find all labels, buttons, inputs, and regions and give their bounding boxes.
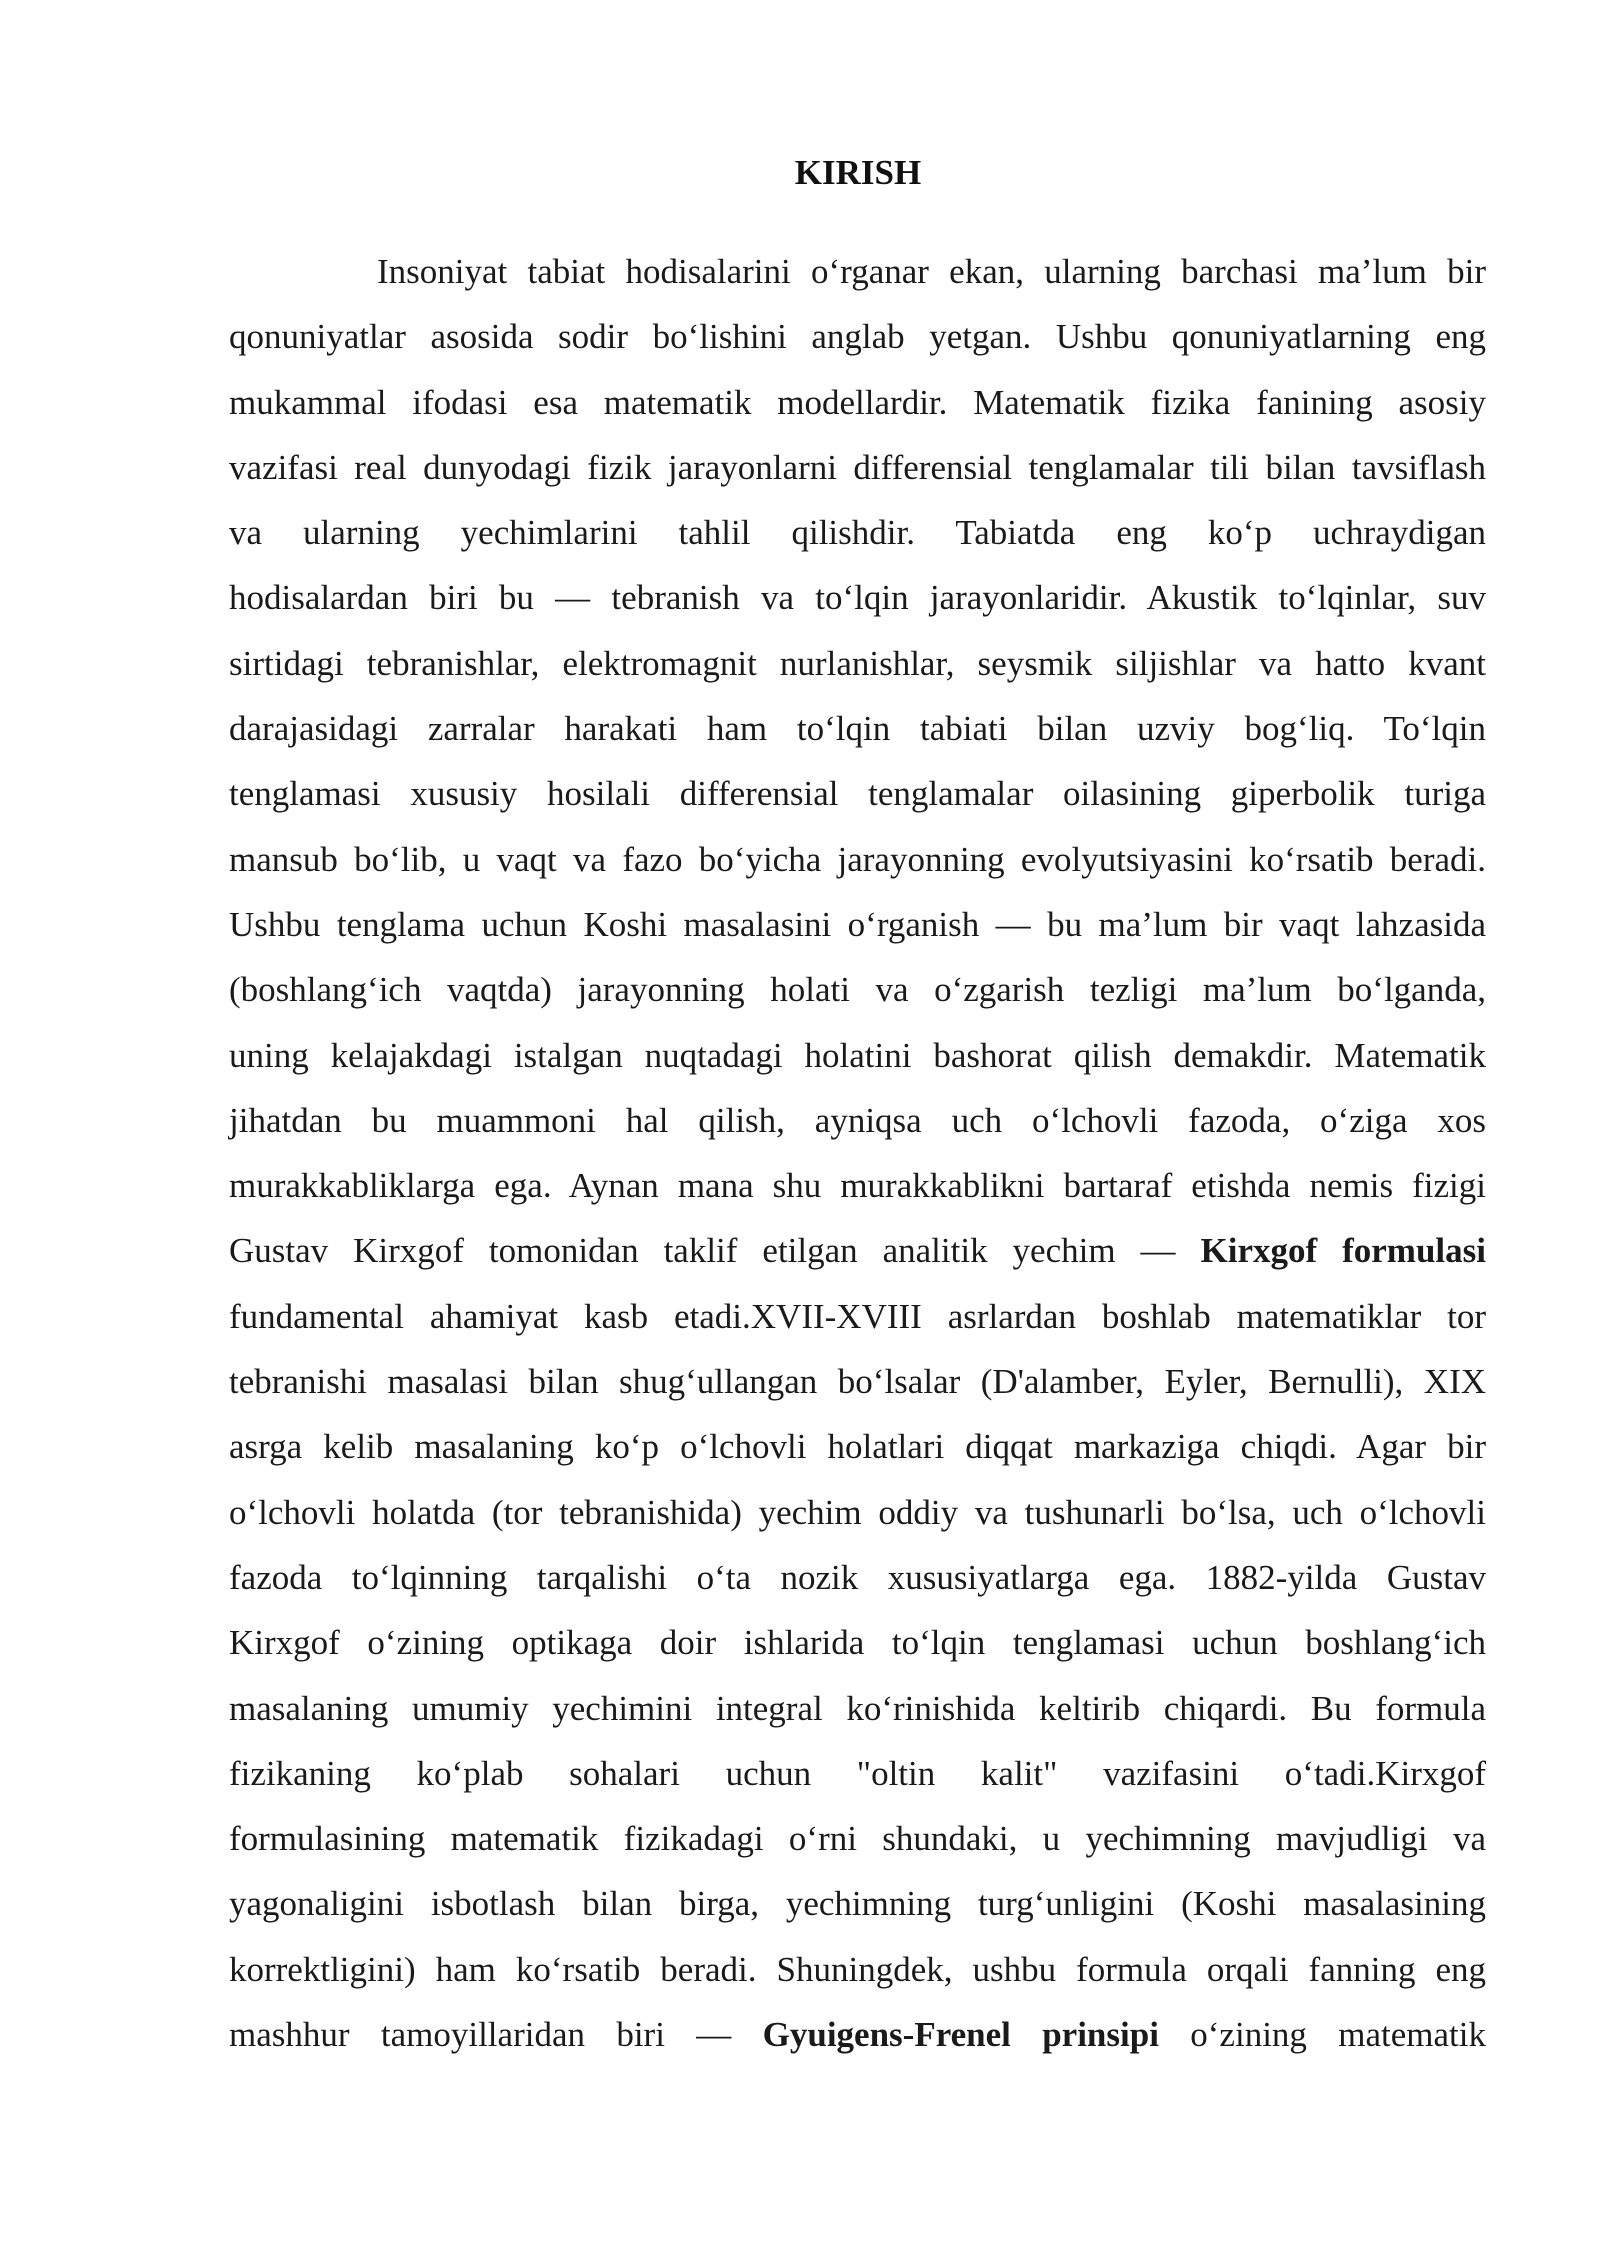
- page-title: KIRISH: [794, 153, 922, 192]
- text-line: [229, 1218, 1486, 1283]
- text-segment: (boshlang‘ich vaqtda) jarayonning holati va o‘zgarish tezligi ma’lum bo‘lganda,: [229, 970, 1486, 1010]
- body-text: [229, 239, 1486, 2067]
- text-line: [229, 957, 1486, 1022]
- text-line: [229, 761, 1486, 826]
- bold-term: Gyuigens-Frenel prinsipi: [762, 2015, 1159, 2055]
- text-segment: Kirxgof o‘zining optikaga doir ishlarida to‘lqin tenglamasi uchun boshlang‘ich: [229, 1623, 1486, 1663]
- text-line: [229, 1480, 1486, 1545]
- text-segment: hodisalardan biri bu — tebranish va to‘lqin jarayonlaridir. Akustik to‘lqinlar, suv: [229, 578, 1486, 618]
- text-line: [229, 1676, 1486, 1741]
- text-line: [229, 827, 1486, 892]
- text-line: [229, 1023, 1486, 1088]
- text-segment: mansub bo‘lib, u vaqt va fazo bo‘yicha jarayonning evolyutsiyasini ko‘rsatib beradi.: [229, 839, 1486, 879]
- text-line: [229, 1153, 1486, 1218]
- text-segment: mashhur tamoyillaridan biri —: [229, 2015, 763, 2055]
- text-line: [229, 1349, 1486, 1414]
- text-segment: darajasidagi zarralar harakati ham to‘lqin tabiati bilan uzviy bog‘liq. To‘lqin: [229, 709, 1486, 749]
- text-segment: korrektligini) ham ko‘rsatib beradi. Shuningdek, ushbu formula orqali fanning eng: [229, 1949, 1486, 1989]
- text-segment: Gustav Kirxgof tomonidan taklif etilgan analitik yechim —: [229, 1231, 1201, 1271]
- text-segment: fazoda to‘lqinning tarqalishi o‘ta nozik xususiyatlarga ega. 1882-yilda Gustav: [229, 1557, 1486, 1597]
- text-segment: uning kelajakdagi istalgan nuqtadagi holatini bashorat qilish demakdir. Matematik: [229, 1035, 1486, 1075]
- text-segment: tebranishi masalasi bilan shug‘ullangan bo‘lsalar (D'alamber, Eyler, Bernulli), XIX: [229, 1362, 1486, 1402]
- text-line: [229, 696, 1486, 761]
- text-line: [229, 1937, 1486, 2002]
- text-segment: sirtidagi tebranishlar, elektromagnit nurlanishlar, seysmik siljishlar va hatto kvant: [229, 643, 1486, 683]
- text-line: [229, 2002, 1486, 2067]
- text-segment: jihatdan bu muammoni hal qilish, ayniqsa uch o‘lchovli fazoda, o‘ziga xos: [229, 1100, 1486, 1140]
- text-segment: mukammal ifodasi esa matematik modellardir. Matematik fizika fanining asosiy: [229, 382, 1486, 422]
- text-segment: o‘zining matematik: [1158, 2015, 1486, 2055]
- text-segment: Insoniyat tabiat hodisalarini o‘rganar ekan, ularning barchasi ma’lum bir: [377, 252, 1486, 291]
- text-segment: qonuniyatlar asosida sodir bo‘lishini anglab yetgan. Ushbu qonuniyatlarning eng: [229, 317, 1486, 357]
- text-line: [229, 435, 1486, 500]
- text-line: [229, 1871, 1486, 1936]
- text-line: [229, 1610, 1486, 1675]
- text-segment: o‘lchovli holatda (tor tebranishida) yechim oddiy va tushunarli bo‘lsa, uch o‘lchovli: [229, 1492, 1486, 1532]
- text-segment: yagonaligini isbotlash bilan birga, yechimning turg‘unligini (Koshi masalasining: [229, 1884, 1486, 1924]
- text-line: [229, 892, 1486, 957]
- text-segment: formulasining matematik fizikadagi o‘rni shundaki, u yechimning mavjudligi va: [229, 1819, 1486, 1859]
- text-segment: tenglamasi xususiy hosilali differensial tenglamalar oilasining giperbolik turiga: [229, 774, 1486, 814]
- text-line: [229, 500, 1486, 565]
- text-segment: va ularning yechimlarini tahlil qilishdir. Tabiatda eng ko‘p uchraydigan: [229, 513, 1486, 553]
- bold-term: Kirxgof formulasi: [1200, 1231, 1486, 1271]
- text-line: [229, 370, 1486, 435]
- text-line: [229, 1284, 1486, 1349]
- text-line: [229, 304, 1486, 369]
- text-line: [229, 1414, 1486, 1479]
- text-segment: asrga kelib masalaning ko‘p o‘lchovli holatlari diqqat markaziga chiqdi. Agar bir: [229, 1427, 1486, 1467]
- text-segment: Ushbu tenglama uchun Koshi masalasini o‘rganish — bu ma’lum bir vaqt lahzasida: [229, 904, 1486, 944]
- text-segment: murakkabliklarga ega. Aynan mana shu murakkablikni bartaraf etishda nemis fizigi: [229, 1166, 1486, 1206]
- text-segment: fundamental ahamiyat kasb etadi.XVII-XVIII asrlardan boshlab matematiklar tor: [229, 1296, 1486, 1336]
- text-line: [229, 631, 1486, 696]
- text-line: [229, 1545, 1486, 1610]
- text-segment: vazifasi real dunyodagi fizik jarayonlarni differensial tenglamalar tili bilan tavsiflash: [229, 447, 1486, 487]
- text-line: [229, 1088, 1486, 1153]
- text-line: [229, 565, 1486, 630]
- text-line: [229, 239, 1486, 304]
- text-segment: masalaning umumiy yechimini integral ko‘rinishida keltirib chiqardi. Bu formula: [229, 1688, 1486, 1728]
- text-line: [229, 1741, 1486, 1806]
- text-segment: fizikaning ko‘plab sohalari uchun "oltin kalit" vazifasini o‘tadi.Kirxgof: [229, 1753, 1486, 1793]
- text-line: [229, 1806, 1486, 1871]
